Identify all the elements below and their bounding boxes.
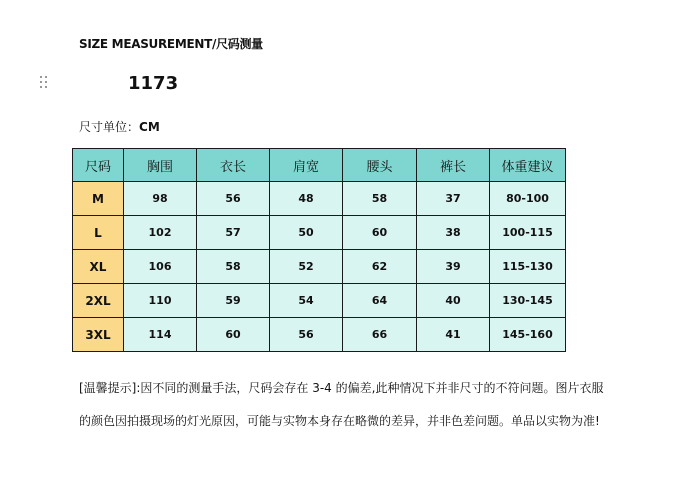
weight-cell: 130-145: [490, 284, 566, 318]
weight-cell: 100-115: [490, 216, 566, 250]
page-heading: SIZE MEASUREMENT/尺码测量: [79, 37, 263, 51]
header-shoulder: 肩宽: [270, 149, 343, 182]
size-cell: 3XL: [73, 318, 124, 352]
pants-length-cell: 38: [417, 216, 490, 250]
model-number: 1173: [128, 73, 179, 94]
length-cell: 59: [197, 284, 270, 318]
weight-cell: 115-130: [490, 250, 566, 284]
pants-length-cell: 37: [417, 182, 490, 216]
chest-cell: 110: [124, 284, 197, 318]
size-cell: 2XL: [73, 284, 124, 318]
shoulder-cell: 50: [270, 216, 343, 250]
length-cell: 60: [197, 318, 270, 352]
chest-cell: 114: [124, 318, 197, 352]
table-header-row: [73, 149, 566, 182]
table-row: [73, 250, 566, 284]
header-length: 衣长: [197, 149, 270, 182]
shoulder-cell: 48: [270, 182, 343, 216]
length-cell: 58: [197, 250, 270, 284]
shoulder-cell: 54: [270, 284, 343, 318]
weight-cell: 80-100: [490, 182, 566, 216]
unit-line: [79, 118, 160, 135]
header-waist: 腰头: [343, 149, 417, 182]
chest-cell: 102: [124, 216, 197, 250]
unit-value: CM: [139, 120, 160, 134]
waist-cell: 66: [343, 318, 417, 352]
note-line-2: 的颜色因拍摄现场的灯光原因，可能与实物本身存在略微的差异，并非色差问题。单品以实物为准!: [79, 414, 600, 428]
weight-cell: 145-160: [490, 318, 566, 352]
pants-length-cell: 40: [417, 284, 490, 318]
waist-cell: 64: [343, 284, 417, 318]
unit-label: 尺寸单位：: [79, 120, 140, 134]
table-row: [73, 284, 566, 318]
shoulder-cell: 56: [270, 318, 343, 352]
size-table: [72, 148, 566, 352]
header-chest: 胸围: [124, 149, 197, 182]
length-cell: 56: [197, 182, 270, 216]
pants-length-cell: 41: [417, 318, 490, 352]
shoulder-cell: 52: [270, 250, 343, 284]
size-cell: XL: [73, 250, 124, 284]
header-weight: 体重建议: [490, 149, 566, 182]
header-size: 尺码: [73, 149, 124, 182]
size-cell: M: [73, 182, 124, 216]
pants-length-cell: 39: [417, 250, 490, 284]
note-line-1: [温馨提示]:因不同的测量手法，尺码会存在 3-4 的偏差,此种情况下并非尺寸的不符问题。图片衣服: [79, 381, 604, 395]
table-row: [73, 318, 566, 352]
waist-cell: 62: [343, 250, 417, 284]
waist-cell: 58: [343, 182, 417, 216]
table-row: [73, 216, 566, 250]
chest-cell: 106: [124, 250, 197, 284]
header-pants-length: 裤长: [417, 149, 490, 182]
waist-cell: 60: [343, 216, 417, 250]
chest-cell: 98: [124, 182, 197, 216]
length-cell: 57: [197, 216, 270, 250]
table-row: [73, 182, 566, 216]
size-cell: L: [73, 216, 124, 250]
drag-handle-icon[interactable]: [39, 76, 49, 90]
